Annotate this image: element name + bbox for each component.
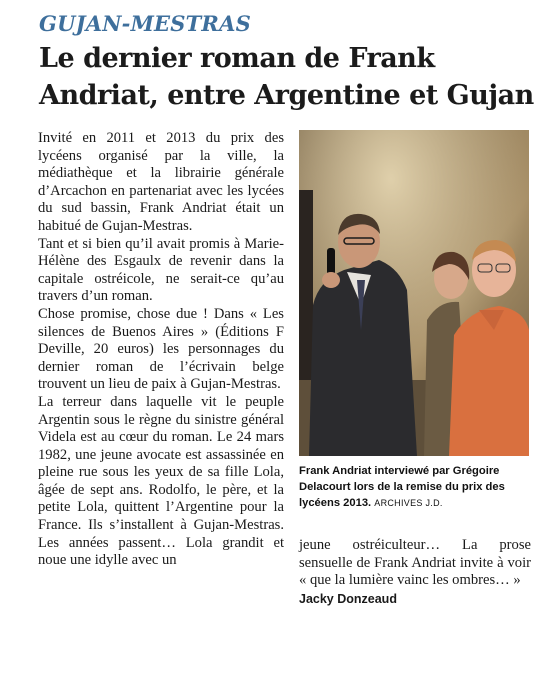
paragraph: jeune ostréiculteur… La prose sensuelle de Frank Andriat invite à voir « que la lumière vainc les ombres… »: [299, 537, 531, 589]
paragraph: Chose promise, chose due ! Dans « Les silences de Buenos Aires » (Éditions F Deville, 20 euros) les personnages du dernier roman de l’écrivain belge trouvent un lieu de paix à Gujan-Mestras.: [38, 305, 284, 393]
photo-credit: ARCHIVES J.D.: [374, 498, 443, 508]
paragraph: La terreur dans laquelle vit le peuple Argentin sous le règne du sinistre général Videla est au cœur du roman. Le 24 mars 1982, une jeune avocate est assassinée en pleine rue sous les yeux de sa fille Lola, âgée de sept ans. Rodolfo, le père, et la petite Lola, quittent l’Argentine pour la France. Ils s’installent à Gujan-Mestras. Les années passent… Lola grandit et noue une idylle avec un: [38, 393, 284, 569]
article-column-2: [299, 537, 531, 608]
article-column-1: [38, 130, 284, 570]
caption-text: Frank Andriat interviewé par Grégoire Delacourt lors de la remise du prix des lycéens 2013.: [299, 465, 505, 509]
author-byline: Jacky Donzeaud: [299, 591, 397, 606]
section-kicker: GUJAN-MESTRAS: [39, 11, 251, 36]
paragraph: Tant et si bien qu’il avait promis à Marie-Hélène des Esgaulx de revenir dans la capitale ostréicole, ne serait-ce qu’au travers d’un roman.: [38, 235, 284, 305]
article-headline: Le dernier roman de Frank Andriat, entre Argentine et Gujan: [39, 43, 534, 111]
article-photo: [299, 130, 529, 456]
paragraph: Invité en 2011 et 2013 du prix des lycéens organisé par la ville, la médiathèque et la librairie générale d’Arcachon en partenariat avec les lycées du sud bassin, Frank Andriat était un habitué de Gujan-Mestras.: [38, 130, 284, 234]
photo-caption: [299, 463, 529, 511]
